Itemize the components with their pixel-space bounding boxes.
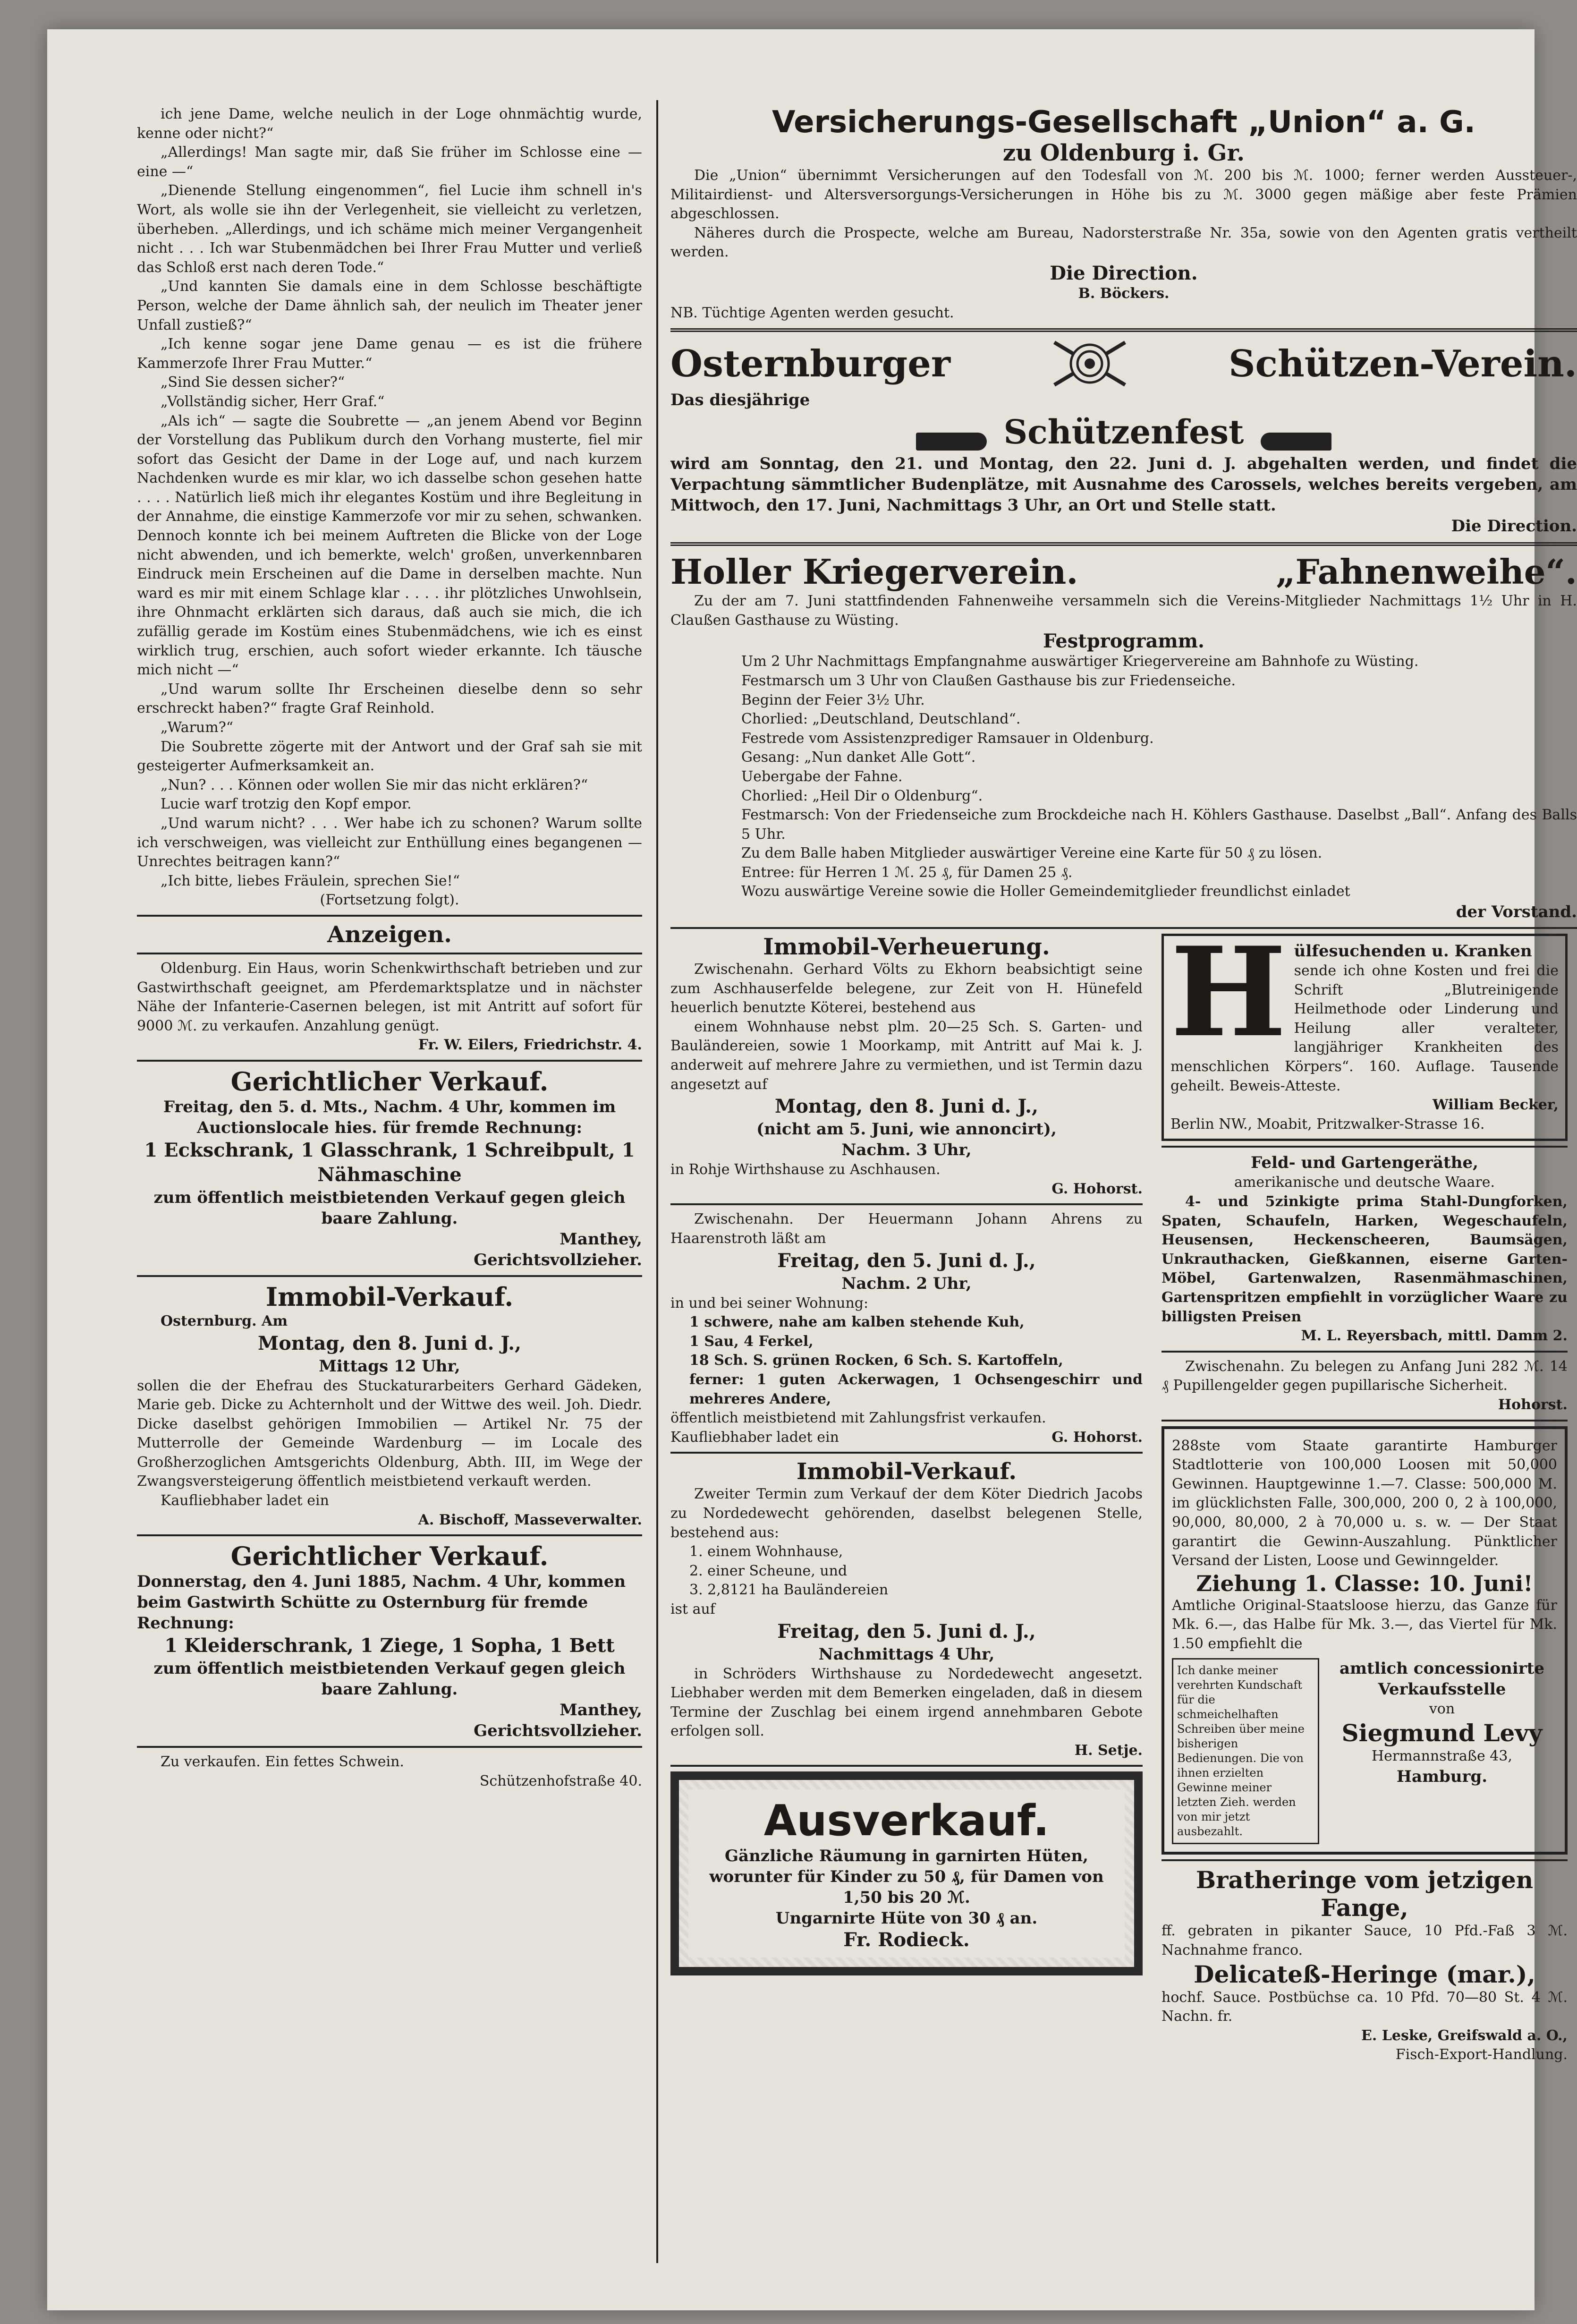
immobil-sale-1-signer: A. Bischoff, Masseverwalter. (418, 1511, 642, 1528)
verheuerung-title: Immobil-Verheuerung. (763, 934, 1050, 961)
huelfe-text: sende ich ohne Kosten und frei die Schrift „Blutreinigende Heilmethode oder Linderung und Heilung aller veralteter, langjähriger Krankheiten des menschlichen Körpers“. 160. Auflage. Tausende geheilt. Beweis-Atteste. (1170, 962, 1559, 1094)
auction-item: 1 Sau, 4 Ferkel, (689, 1333, 814, 1350)
auction-item: 18 Sch. S. grünen Rocken, 6 Sch. S. Kartoffeln, (689, 1352, 1063, 1369)
garden-sign: M. L. Reyersbach, mittl. Damm 2. (1301, 1328, 1568, 1345)
bratheringe-text: ff. gebraten in pikanter Sauce, 10 Pfd.-Faß 3 ℳ. Nachnahme franco. (1162, 1923, 1568, 1959)
pig-sale-text: Zu verkaufen. Ein fettes Schwein. (161, 1754, 404, 1771)
auction-item: ferner: 1 guten Ackerwagen, 1 Ochsengeschirr und mehreres Andere, (689, 1371, 1143, 1407)
lottery-address: Hermannstraße 43, (1372, 1748, 1512, 1765)
union-sign-name: B. Böckers. (1078, 285, 1170, 302)
court-sale-2-text: Donnerstag, den 4. Juni 1885, Nachm. 4 Uhr, kommen beim Gastwirth Schütte zu Osternburg für fremde Rechnung: (137, 1572, 626, 1633)
story-paragraph: Lucie warf trotzig den Kopf empor. (161, 796, 412, 813)
union-title: Versicherungs-Gesellschaft „Union“ a. G. (772, 105, 1475, 140)
delikatess-title: Delicateß-Heringe (mar.), (1194, 1960, 1535, 1988)
schuetzen-title-right: Schützen-Verein. (1229, 342, 1577, 385)
union-text-2: Näheres durch die Prospecte, welche am Bureau, Nadorsterstraße Nr. 35a, sowie von den Agenten gratis vertheilt werden. (670, 224, 1577, 261)
immobil-sale-2-pre: ist auf (670, 1600, 715, 1617)
immobil-sale-1-title: Immobil-Verkauf. (265, 1281, 514, 1312)
auction-item: 1 schwere, nahe am kalben stehende Kuh, (689, 1314, 1025, 1331)
divider (1162, 1859, 1568, 1861)
pupillengelder-sign: Hohorst. (1498, 1396, 1568, 1413)
story-paragraph: „Dienende Stellung eingenommen“, fiel Lucie ihm schnell in's Wort, als wolle sie ihn der Verlegenheit, sie vielleicht zu verletzen, überheben. „Allerdings, und ich schäme mich meiner Vergangenheit nicht . . . Ich war Stubenmädchen bei Ihrer Frau Mutter und verließ das Schloß erst nach deren Tode.“ (137, 182, 642, 276)
union-text: Die „Union“ übernimmt Versicherungen auf den Todesfall von ℳ. 200 bis ℳ. 1000; ferner werden Aussteuer-, Militairdienst- und Altersversorgungs-Versicherungen in Höhe bis zu ℳ. 3000 gegen mäßige aber feste Prämien abgeschlossen. (670, 167, 1577, 222)
story-paragraph: „Ich kenne sogar jene Dame genau — es ist die frühere Kammerzofe Ihrer Frau Mutter.“ (137, 336, 642, 372)
immobil-sale-2-items (670, 1542, 1143, 1600)
lottery-office-title: amtlich concessionirte Verkaufsstelle (1340, 1659, 1544, 1699)
immobil-sale-2-text-2: in Schröders Wirthshause zu Nordedewecht angesetzt. Liebhaber werden mit dem Bemerken eingeladen, daß in diesem Termine der Zuschlag bei einem irgend annehmbaren Gebote erfolgen soll. (670, 1665, 1143, 1740)
union-subtitle: zu Oldenburg i. Gr. (1002, 140, 1245, 166)
court-sale-1-items: 1 Eckschrank, 1 Glasschrank, 1 Schreibpult, 1 Nähmaschine (144, 1139, 635, 1186)
verheuerung-time: Nachm. 3 Uhr, (841, 1141, 972, 1160)
ahrens-time: Nachm. 2 Uhr, (841, 1274, 972, 1293)
ahrens-sign: G. Hohorst. (1051, 1429, 1143, 1446)
ausverkauf-text-2: Ungarnirte Hüte von 30 ₰ an. (775, 1909, 1038, 1928)
immobil-sale-2-text: Zweiter Termin zum Verkauf der dem Köter Diedrich Jacobs zu Nordedewecht gehörenden, daselbst belegenen Stelle, bestehend aus: (670, 1486, 1143, 1541)
ahrens-text-2: in und bei seiner Wohnung: (670, 1294, 869, 1311)
story-paragraph: Die Soubrette zögerte mit der Antwort und der Graf sah sie mit gesteigerter Aufmerksamkeit an. (137, 738, 642, 775)
huelfe-ad (1162, 920, 1568, 1141)
divider (670, 1452, 1143, 1454)
right-column (670, 105, 1577, 2065)
schuetzen-fest-title: Schützenfest (1003, 412, 1244, 452)
court-sale-2-name: Manthey, (560, 1701, 642, 1720)
lottery-thanks-box: Ich danke meiner verehrten Kundschaft für die schmeichelhaften Schreiben über meine bisherigen Bedienungen. Die von ihnen erzielten Gewinne meiner letzten Zieh. werden von mir jetzt ausbezahlt. (1172, 1658, 1319, 1844)
court-sale-1-name: Manthey, (560, 1229, 642, 1249)
schuetzen-sign: Die Direction. (1451, 517, 1577, 536)
program-item: Wozu auswärtige Vereine sowie die Holler Gemeindemitglieder freundlichst einladet (741, 883, 1350, 900)
ahrens-date: Freitag, den 5. Juni d. J., (777, 1249, 1036, 1272)
story-paragraph: „Als ich“ — sagte die Soubrette — „an jenem Abend vor Beginn der Vorstellung das Publikum durch den Vorhang musterte, fiel mir sofort das Gesicht der Dame in der Loge auf, und nach kurzem Nachdenken wurde es mir klar, wo ich dasselbe schon gesehen hatte . . . . Natürlich ließ mich ihr elegantes Kostüm und ihre Begleitung in der Annahme, die einstige Kammerzofe vor mir zu sehen, schwanken. Dennoch konnte ich bei meinem Auftreten die Blicke von der Loge nicht abwenden, und ich bemerkte, welch' großen, unverkennbaren Eindruck mein Erscheinen auf die Dame in derselben machte. Nun ward es mir mit einem Schlage klar . . . . ihr plötzliches Unwohlsein, ihre Ohnmacht erklärten sich daraus, daß auch sie mich, die ich zufällig gerade im Kostüm eines Stubenmädchens, wie ich es einst wirklich trug, erschien, auch sofort wieder erkannte. Ich täusche mich nicht —“ (137, 412, 642, 679)
pointing-hand-right-icon (916, 433, 987, 451)
program-item: Uebergabe der Fahne. (741, 768, 903, 785)
divider (137, 915, 642, 917)
lottery-bottom (1172, 1658, 1557, 1844)
immobil-sale-1-date: Montag, den 8. Juni d. J., (257, 1332, 522, 1354)
ausverkauf-sign: Fr. Rodieck. (843, 1929, 970, 1951)
story-paragraph: „Ich bitte, liebes Fräulein, sprechen Sie!“ (161, 872, 460, 889)
court-sale-2-tail: zum öffentlich meistbietenden Verkauf gegen gleich baare Zahlung. (153, 1659, 626, 1699)
pointing-hand-left-icon (1261, 433, 1331, 451)
story-paragraph: „Nun? . . . Können oder wollen Sie mir das nicht erklären?“ (161, 776, 588, 793)
story-paragraph: „Warum?“ (161, 719, 234, 736)
column-rule (656, 100, 658, 2263)
divider (137, 953, 642, 954)
program-item: Entree: für Herren 1 ℳ. 25 ₰, für Damen 25 ₰. (741, 864, 1073, 881)
program-item: Gesang: „Nun danket Alle Gott“. (741, 749, 976, 766)
holler-program-list (670, 652, 1577, 902)
program-item: Festrede vom Assistenzprediger Ramsauer in Oldenburg. (741, 730, 1154, 747)
ausverkauf-ad (670, 1771, 1143, 1975)
pupillengelder-text: Zwischenahn. Zu belegen zu Anfang Juni 282 ℳ. 14 ₰ Pupillengelder gegen pupillarische Sicherheit. (1162, 1358, 1568, 1394)
story-paragraph: „Und kannten Sie damals eine in dem Schlosse beschäftigte Person, welche der Dame ähnlich sah, der neulich im Theater jener Unfall zustieß?“ (137, 278, 642, 333)
huelfe-head: ülfesuchenden u. Kranken (1294, 942, 1532, 961)
court-sale-2-items: 1 Kleiderschrank, 1 Ziege, 1 Sopha, 1 Bett (164, 1634, 615, 1657)
immobil-sale-1-time: Mittags 12 Uhr, (319, 1356, 460, 1376)
schuetzen-text: wird am Sonntag, den 21. und Montag, den 22. Juni d. J. abgehalten werden, und findet die Verpachtung sämmtlicher Budenplätze, mit Ausnahme des Carossels, welches bereits vergeben, am Mittwoch, den 17. Juni, Nachmittags 3 Uhr, an Ort und Stelle statt. (670, 454, 1577, 515)
schuetzen-title-left: Osternburger (670, 342, 950, 385)
ad-house-text: Oldenburg. Ein Haus, worin Schenkwirthschaft betrieben und zur Gastwirthschaft geeignet, am Pferdemarktsplatze und in nächster Nähe der Infanterie-Casernen belegen, ist mit Antritt auf sofort für 9000 ℳ. zu verkaufen. Anzahlung genügt. (137, 960, 642, 1034)
property-item: 2. einer Scheune, und (689, 1562, 848, 1579)
schuetzen-fest-line (670, 412, 1577, 451)
ahrens-sign-label: Kaufliebhaber ladet ein (670, 1429, 839, 1446)
lottery-name: Siegmund Levy (1341, 1719, 1543, 1747)
story-paragraph: „Vollständig sicher, Herr Graf.“ (161, 393, 385, 410)
ahrens-tail: öffentlich meistbietend mit Zahlungsfrist verkaufen. (670, 1410, 1046, 1427)
verheuerung-place: in Rohje Wirthshause zu Aschhausen. (670, 1161, 941, 1178)
divider (670, 328, 1577, 332)
ahrens-text: Zwischenahn. Der Heuermann Johann Ahrens zu Haarenstroth läßt am (670, 1211, 1143, 1247)
program-item: Festmarsch: Von der Friedenseiche zum Brockdeiche nach H. Köhlers Gasthause. Daselbst „Ball“. Anfang des Balls 5 Uhr. (741, 807, 1577, 843)
garden-title: Feld- und Gartengeräthe, (1251, 1153, 1478, 1173)
lottery-text: 288ste vom Staate garantirte Hamburger Stadtlotterie von 100,000 Loosen mit 50,000 Gewinnen. Hauptgewinne 1.—7. Classe: 500,000 M. im glücklichsten Falle, 300,000, 200 0, 2 à 100,000, 90,000, 80,000, 2 à 70,000 u. s. w. — Der Staat garantirt die Gewinn-Auszahlung. Pünktlicher Versand der Listen, Loose und Gewinngelder. (1172, 1437, 1557, 1569)
court-sale-1-text: Freitag, den 5. d. Mts., Nachm. 4 Uhr, kommen im Auctionslocale hies. für fremde Rechnung: (163, 1097, 616, 1137)
story-paragraph: „Sind Sie dessen sicher?“ (161, 374, 345, 391)
immobil-sale-2-date: Freitag, den 5. Juni d. J., (777, 1620, 1036, 1643)
ausverkauf-text: Gänzliche Räumung in garnirten Hüten, worunter für Kinder zu 50 ₰, für Damen von 1,50 bis 20 ℳ. (709, 1847, 1104, 1907)
holler-header (670, 552, 1577, 592)
immobil-sale-1-place: Osternburg. Am (161, 1312, 288, 1329)
program-item: Um 2 Uhr Nachmittags Empfangnahme auswärtiger Kriegervereine am Bahnhofe zu Wüsting. (741, 653, 1419, 670)
holler-title-right: „Fahnenweihe“. (1276, 552, 1577, 592)
left-column (137, 105, 642, 1791)
holler-sign: der Vorstand. (1456, 902, 1577, 922)
divider (137, 1275, 642, 1277)
divider (1162, 1146, 1568, 1148)
program-item: Zu dem Balle haben Mitglieder auswärtiger Vereine eine Karte für 50 ₰ zu lösen. (741, 845, 1323, 862)
crossed-rifles-target-icon (1050, 338, 1130, 390)
garden-text: 4- und 5zinkigte prima Stahl-Dungforken, Spaten, Schaufeln, Harken, Wegeschaufeln, Heusensen, Heckenscheeren, Baumsägen, Unkrauthacken, Gießkannen, eiserne Garten-Möbel, Gartenwalzen, Rasenmähmaschinen, Gartenspritzen empfiehlt in vorzüglicher Waare zu billigsten Preisen (1162, 1193, 1568, 1325)
lottery-von: von (1429, 1701, 1455, 1718)
divider (137, 1746, 642, 1748)
holler-program-title: Festprogramm. (1043, 630, 1204, 653)
ausverkauf-title: Ausverkauf. (763, 1796, 1050, 1846)
classified-left (670, 934, 1143, 2065)
court-sale-1-role: Gerichtsvollzieher. (474, 1250, 642, 1269)
divider (670, 927, 1577, 929)
holler-title-left: Holler Kriegerverein. (670, 552, 1078, 592)
divider (670, 1203, 1143, 1205)
program-item: Beginn der Feier 3½ Uhr. (741, 691, 925, 708)
ahrens-sign-row (670, 1428, 1143, 1447)
divider (670, 1765, 1143, 1767)
huelfe-address: Berlin NW., Moabit, Pritzwalker-Strasse 16. (1170, 1115, 1485, 1132)
divider (670, 542, 1577, 546)
story-continued: (Fortsetzung folgt). (320, 892, 459, 909)
court-sale-2-title: Gerichtlicher Verkauf. (230, 1541, 549, 1572)
bratheringe-title: Bratheringe vom jetzigen Fange, (1195, 1866, 1534, 1922)
verheuerung-text-2: einem Wohnhause nebst plm. 20—25 Sch. S. Garten- und Bauländereien, sowie 1 Moorkamp, mit Antritt auf Mai k. J. anderweit auf mehrere Jahre zu vermiethen, und ist Termin dazu angesetzt auf (670, 1018, 1143, 1093)
serial-story (137, 105, 642, 891)
huelfe-sign: William Becker, (1432, 1097, 1559, 1114)
schuetzen-intro: Das diesjährige (670, 391, 810, 410)
section-header-ads: Anzeigen. (327, 921, 452, 948)
lottery-text-2: Amtliche Original-Staatsloose hierzu, das Ganze für Mk. 6.—, das Halbe für Mk. 3.—, das Viertel für Mk. 1.50 empfiehlt die (1172, 1597, 1557, 1652)
lottery-ad (1162, 1426, 1568, 1855)
divider (1162, 1420, 1568, 1422)
pig-sale-address: Schützenhofstraße 40. (479, 1772, 642, 1789)
immobil-sale-2-time: Nachmittags 4 Uhr, (818, 1644, 995, 1664)
immobil-sale-1-sign: Kaufliebhaber ladet ein (161, 1492, 329, 1509)
delikatess-text: hochf. Sauce. Postbüchse ca. 10 Pfd. 70—80 St. 4 ℳ. Nachn. fr. (1162, 1989, 1568, 2025)
classified-right (1162, 920, 1568, 2065)
program-item: Chorlied: „Deutschland, Deutschland“. (741, 711, 1021, 728)
program-item: Chorlied: „Heil Dir o Oldenburg“. (741, 787, 983, 804)
verheuerung-sign: G. Hohorst. (1051, 1180, 1143, 1197)
lottery-office (1327, 1658, 1557, 1844)
lottery-draw: Ziehung 1. Classe: 10. Juni! (1196, 1570, 1533, 1596)
ahrens-items (670, 1313, 1143, 1409)
delikatess-sign-2: Fisch-Export-Handlung. (1395, 2046, 1568, 2063)
immobil-sale-2-sign: H. Setje. (1074, 1742, 1143, 1759)
property-item: 1. einem Wohnhause, (689, 1543, 843, 1560)
classified-grid (670, 920, 1577, 2065)
story-paragraph: „Und warum nicht? . . . Wer habe ich zu schonen? Warum sollte ich verschweigen, was vielleicht zur Enthüllung eines begangenen — Unrechtes beitragen kann?“ (137, 815, 642, 870)
court-sale-1-title: Gerichtlicher Verkauf. (230, 1066, 549, 1097)
holler-intro: Zu der am 7. Juni stattfindenden Fahnenweihe versammeln sich die Vereins-Mitglieder Nachmittags 1½ Uhr in H. Claußen Gasthause zu Wüsting. (670, 593, 1577, 629)
story-paragraph: ich jene Dame, welche neulich in der Loge ohnmächtig wurde, kenne oder nicht?“ (137, 106, 642, 142)
verheuerung-text: Zwischenahn. Gerhard Völts zu Ekhorn beabsichtigt seine zum Aschhauserfelde belegene, zur Zeit von H. Hünefeld heuerlich benutzte Köterei, bestehend aus (670, 961, 1143, 1016)
huelfe-dropcap: H (1170, 920, 1287, 1065)
lottery-city: Hamburg. (1396, 1767, 1488, 1786)
divider (137, 1534, 642, 1536)
ad-house-sign: Fr. W. Eilers, Friedrichstr. 4. (418, 1037, 642, 1054)
verheuerung-note: (nicht am 5. Juni, wie annoncirt), (756, 1120, 1057, 1139)
court-sale-2-role: Gerichtsvollzieher. (474, 1721, 642, 1741)
story-paragraph: „Allerdings! Man sagte mir, daß Sie früher im Schlosse eine — eine —“ (137, 144, 642, 180)
divider (1162, 1351, 1568, 1353)
property-item: 3. 2,8121 ha Bauländereien (689, 1582, 889, 1599)
delikatess-sign: E. Leske, Greifswald a. O., (1361, 2027, 1568, 2044)
court-sale-1-tail: zum öffentlich meistbietenden Verkauf gegen gleich baare Zahlung. (153, 1188, 626, 1228)
newspaper-page (47, 29, 1577, 2310)
immobil-sale-1-text: sollen die der Ehefrau des Stuckaturarbeiters Gerhard Gädeken, Marie geb. Dicke zu Achternholt und der Wittwe des weil. Joh. Diedr. Dicke daselbst gehörigen Immobilien — Artikel Nr. 75 der Mutterrolle der Gemeinde Wardenburg — im Locale des Großherzoglichen Amtsgerichts Oldenburg, Abth. III, im Wege der Zwangsversteigerung öffentlich meistbietend verkauft werden. (137, 1377, 642, 1490)
schuetzen-header (670, 338, 1577, 390)
divider (137, 1060, 642, 1062)
union-sign-direction: Die Direction. (1050, 262, 1198, 284)
story-paragraph: „Und warum sollte Ihr Erscheinen dieselbe denn so sehr erschreckt haben?“ fragte Graf Reinhold. (137, 681, 642, 717)
garden-subtitle: amerikanische und deutsche Waare. (1234, 1174, 1495, 1191)
immobil-sale-2-title: Immobil-Verkauf. (796, 1458, 1017, 1485)
program-item: Festmarsch um 3 Uhr von Claußen Gasthause bis zur Friedenseiche. (741, 672, 1236, 689)
verheuerung-date: Montag, den 8. Juni d. J., (774, 1095, 1039, 1118)
union-nb: NB. Tüchtige Agenten werden gesucht. (670, 304, 954, 321)
